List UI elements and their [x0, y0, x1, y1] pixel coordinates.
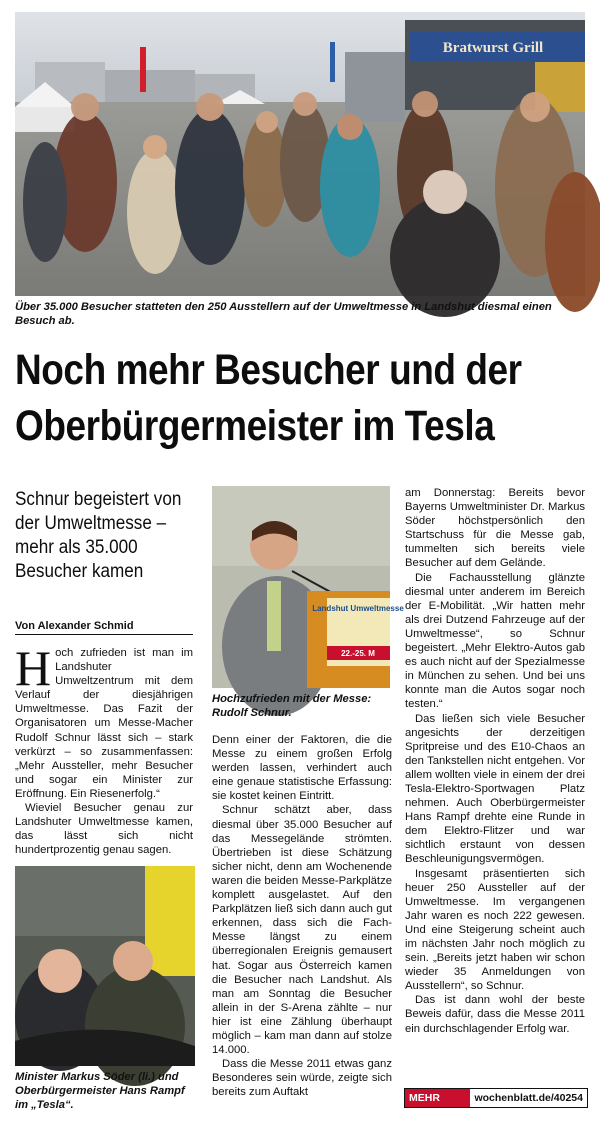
- headline: Noch mehr Besucher und der Oberbürgermeister im Tesla: [15, 346, 522, 450]
- byline-rule: [15, 634, 193, 635]
- col3-paragraph-5: Das ist dann wohl der beste Beweis dafür, dass die Messe 2011 ein durchschlagender Erfolg war.: [405, 994, 585, 1035]
- tesla-photo-caption: Minister Markus Söder (li.) und Oberbürgermeister Hans Rampf im „Tesla“.: [15, 1071, 185, 1111]
- top-photo-caption: Über 35.000 Besucher statteten den 250 Ausstellern auf der Umweltmesse in Landshut diesmal einen Besuch ab.: [15, 301, 552, 327]
- more-photos-link[interactable]: wochenblatt.de/40254: [470, 1089, 587, 1107]
- col2-paragraph-2: Schnur schätzt aber, dass diesmal über 35.000 Besucher auf das Messegelände strömten. Übertrieben ist diese Schätzung sicher nicht, denn am Wochenende waren die beiden Messe-Parkplätze komplett ausgelastet. Auf den Parkplätzen ließ sich dann auch gut erkennen, dass sich die Fach-Messe längst zu einem überregionalen Ereignis gemausert hat. Sogar aus Österreich kamen die Besucher nach Landshut. Als man am Sonntag die Besucher allein in der S-Arena zählte – nur hier ist eine Zählung überhaupt möglich – kam man dann auf stolze 14.000.: [212, 804, 392, 1057]
- subheadline: Schnur begeistert von der Umweltmesse – mehr als 35.000 Besucher kamen: [15, 489, 182, 582]
- schnur-photo-caption: Hochzufrieden mit der Messe: Rudolf Schnur.: [212, 693, 372, 719]
- column-1-text: [15, 640, 193, 857]
- col2-paragraph-3: Dass die Messe 2011 etwas ganz Besonderes sein würde, zeigte sich bereits zum Auftakt: [212, 1058, 392, 1099]
- schnur-photo: [212, 486, 404, 688]
- byline: Von Alexander Schmid: [15, 620, 134, 632]
- col3-paragraph-1: am Donnerstag: Bereits bevor Bayerns Umweltminister Dr. Markus Söder höchstpersönlich den Startschuss für die Messe gab, tummelten sich bereits viele Besucher auf dem Gelände.: [405, 487, 585, 570]
- more-photos-label: MEHR FOTOS:: [405, 1089, 470, 1107]
- column-3-text: [405, 486, 585, 1036]
- column-2-text: [212, 733, 392, 1099]
- poster-text: Landshut Umweltmesse: [312, 604, 404, 613]
- poster-date: 22.-25. M: [341, 649, 375, 658]
- col1-paragraph-2: Wieviel Besucher genau zur Landshuter Umweltmesse kamen, das lässt sich nicht hundertprozentig genau sagen.: [15, 802, 193, 857]
- tesla-photo: [15, 866, 195, 1066]
- col2-paragraph-1: Denn einer der Faktoren, die die Messe zu einem großen Erfolg werden lassen, verhindert auch eine genaue statistische Erfassung: sie kostet keinen Eintritt.: [212, 734, 392, 803]
- crowd-illustration: [15, 12, 585, 296]
- schnur-illustration: [212, 486, 404, 688]
- top-photo-crowd: [15, 12, 585, 296]
- col3-paragraph-2: Die Fachausstellung glänzte diesmal unter anderem im Bereich der E-Mobilität. „Wir hatten mehr als drei Dutzend Fahrzeuge auf der Umweltmesse“, so Schnur begeistert. „Mehr Elektro-Autos gab es auch nicht auf der Spezialmesse in München zu sehen. Und bei uns konnte man die Autos sogar noch testen.“: [405, 571, 585, 711]
- col3-paragraph-4: Insgesamt präsentierten sich heuer 250 Aussteller auf der Umweltmesse. Im vergangenen Jahr waren es noch 222 gewesen. Und eine Steigerung scheint auch im nächsten Jahr noch möglich zu sein. „Bereits jetzt haben wir schon wieder 35 Anmeldungen von Ausstellern“, so Schnur.: [405, 867, 585, 993]
- col3-paragraph-3: Das ließen sich viele Besucher angesichts der derzeitigen Spritpreise und des E10-Chaos an den Tankstellen nicht entgehen. Vor allem wollten viele in einem der drei Tesla-Elektro-Sportwagen Platz nehmen. Auch Oberbürgermeister Hans Rampf drehte eine Runde in dem Elektro-Flitzer und war sichtlich erstaunt von dessen Beschleunigungsvermögen.: [405, 712, 585, 866]
- grill-sign: Bratwurst Grill: [442, 40, 544, 56]
- tesla-illustration: [15, 866, 195, 1066]
- more-photos-box[interactable]: [404, 1088, 588, 1122]
- col1-paragraph-1: och zufrieden ist man im Landshuter Umweltzentrum mit dem Verlauf der diesjährigen Umweltmesse. Das Fazit der Organisatoren um Messe-Macher Rudolf Schnur lässt sich – stark verkürzt – so zusammenfassen: „Mehr Aussteller, mehr Besucher und sogar ein Minister zur Eröffnung. Ein Riesenerfolg.“: [15, 647, 193, 800]
- dropcap-letter: H: [15, 640, 52, 696]
